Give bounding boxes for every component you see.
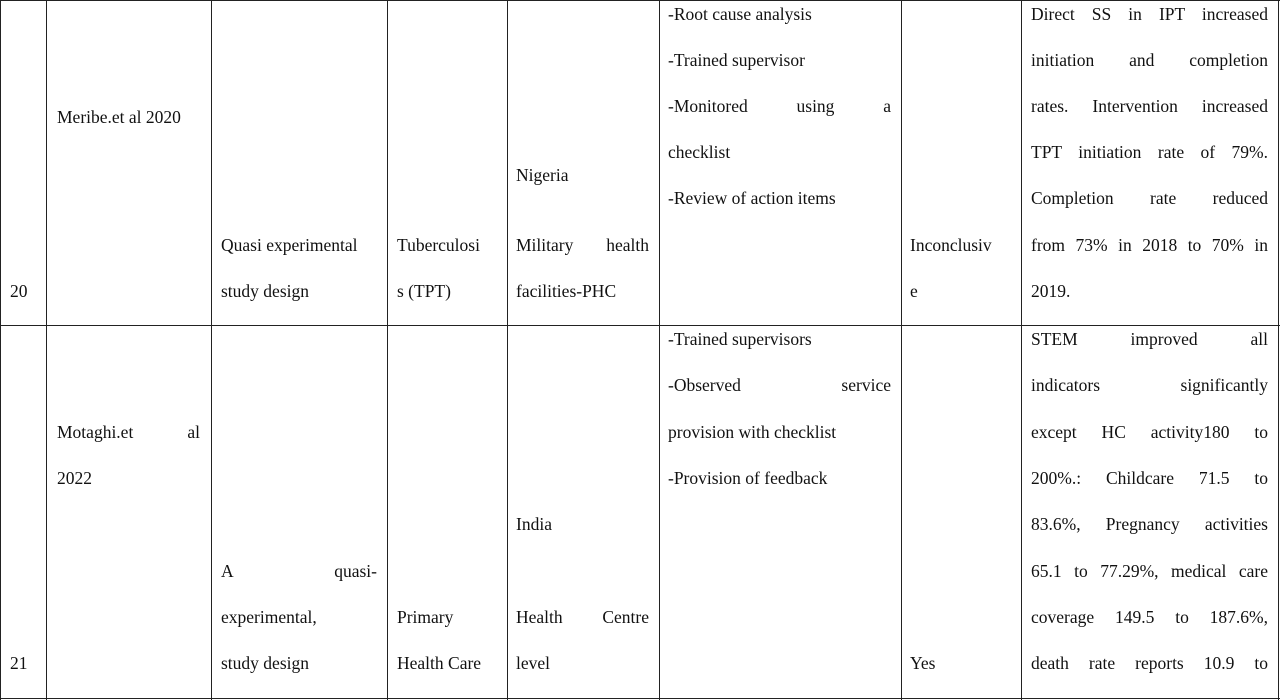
row-number: 21 — [10, 653, 28, 673]
setting-line: Nigeria — [516, 165, 569, 185]
strategy-line: provision with checklist — [668, 422, 837, 442]
study-design-line: A quasi- — [221, 561, 377, 581]
outcome-line: 65.1 to 77.29%, medical care — [1031, 561, 1268, 581]
condition-line: Tuberculosi — [397, 235, 480, 255]
strategy-line: -Trained supervisor — [668, 50, 805, 70]
author-year: Motaghi.et al — [57, 422, 200, 442]
column-divider — [211, 0, 212, 700]
outcome-line: except HC activity180 to — [1031, 422, 1268, 442]
outcome-line: death rate reports 10.9 to — [1031, 653, 1268, 673]
study-design-line: experimental, — [221, 607, 317, 627]
strategy-line: -Root cause analysis — [668, 4, 812, 24]
setting-line: Health Centre — [516, 607, 649, 627]
outcome-line: indicators significantly — [1031, 375, 1268, 395]
strategy-line: -Monitored using a — [668, 96, 891, 116]
setting-line: level — [516, 653, 551, 673]
condition-line: s (TPT) — [397, 281, 451, 301]
outcome-line: Direct SS in IPT increased — [1031, 4, 1268, 24]
row-number: 20 — [10, 281, 28, 301]
outcome-line: TPT initiation rate of 79%. — [1031, 142, 1268, 162]
column-divider — [387, 0, 388, 700]
condition-line: Health Care — [397, 653, 482, 673]
outcome-line: STEM improved all — [1031, 329, 1268, 349]
study-design-line: study design — [221, 281, 309, 301]
effectiveness-line: Inconclusiv — [910, 235, 992, 255]
outcome-line: rates. Intervention increased — [1031, 96, 1268, 116]
strategy-line: checklist — [668, 142, 731, 162]
table-border-right — [1278, 0, 1279, 700]
setting-line: facilities-PHC — [516, 281, 617, 301]
strategy-line: -Provision of feedback — [668, 468, 828, 488]
study-design-line: study design — [221, 653, 309, 673]
study-design-line: Quasi experimental — [221, 235, 358, 255]
column-divider — [507, 0, 508, 700]
outcome-line: 200%.: Childcare 71.5 to — [1031, 468, 1268, 488]
outcome-line: initiation and completion — [1031, 50, 1268, 70]
row-divider — [0, 698, 1280, 699]
effectiveness-line: e — [910, 281, 918, 301]
column-divider — [46, 0, 47, 700]
strategy-line: -Observed service — [668, 375, 891, 395]
column-divider — [659, 0, 660, 700]
setting-line: Military health — [516, 235, 649, 255]
strategy-line: -Review of action items — [668, 188, 836, 208]
author-year: Meribe.et al 2020 — [57, 107, 181, 127]
author-year: 2022 — [57, 468, 92, 488]
outcome-line: coverage 149.5 to 187.6%, — [1031, 607, 1268, 627]
table-border-left — [0, 0, 1, 700]
outcome-line: 2019. — [1031, 281, 1071, 301]
column-divider — [1021, 0, 1022, 700]
outcome-line: from 73% in 2018 to 70% in — [1031, 235, 1268, 255]
setting-line: India — [516, 514, 552, 534]
outcome-line: 83.6%, Pregnancy activities — [1031, 514, 1268, 534]
condition-line: Primary — [397, 607, 454, 627]
effectiveness-line: Yes — [910, 653, 936, 673]
strategy-line: -Trained supervisors — [668, 329, 812, 349]
outcome-line: Completion rate reduced — [1031, 188, 1268, 208]
column-divider — [901, 0, 902, 700]
